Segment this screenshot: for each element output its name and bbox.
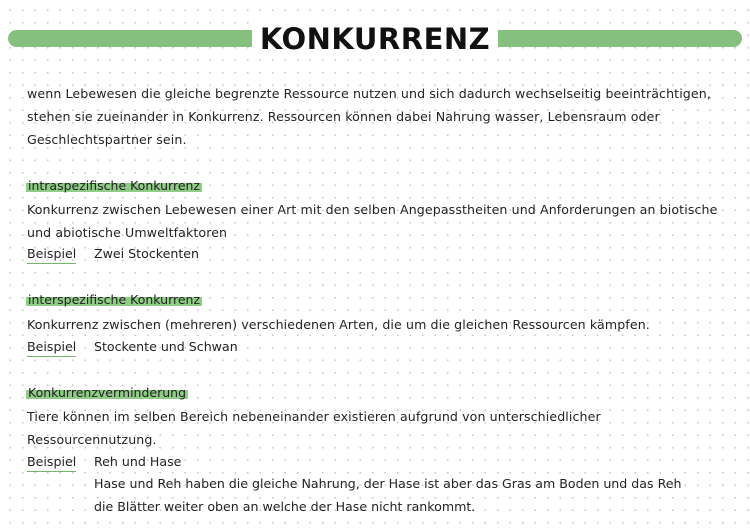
example-3-line-1: Hase und Reh haben die gleiche Nahrung, der Hase ist aber das Gras am Boden und das Reh (94, 476, 682, 491)
section-heading-interspezifisch: interspezifische Konkurrenz (28, 292, 201, 307)
example-1-text: Zwei Stockenten (94, 246, 199, 261)
example-label-2: Beispiel (27, 338, 76, 357)
page-title: KONKURRENZ (252, 22, 498, 56)
section-heading-konkurrenzverminderung: Konkurrenzverminderung (28, 385, 187, 400)
section-1-line-1: Konkurrenz zwischen Lebewesen einer Art mit den selben Angepasstheiten und Anforderungen an biotische (27, 202, 718, 217)
example-label-3: Beispiel (27, 453, 76, 472)
intro-line-3: Geschlechtspartner sein. (27, 132, 187, 147)
section-3-line-2: Ressourcennutzung. (27, 432, 157, 447)
intro-line-2: stehen sie zueinander in Konkurrenz. Ressourcen können dabei Nahrung wasser, Lebensraum oder (27, 109, 660, 124)
section-heading-intraspezifisch: intraspezifische Konkurrenz (28, 178, 200, 193)
example-3-line-2: die Blätter weiter oben an welche der Hase nicht rankommt. (94, 499, 476, 514)
example-3-title: Reh und Hase (94, 454, 182, 469)
example-label-1: Beispiel (27, 245, 76, 264)
section-1-line-2: und abiotische Umweltfaktoren (27, 225, 228, 240)
example-2-text: Stockente und Schwan (94, 339, 238, 354)
section-2-line-1: Konkurrenz zwischen (mehreren) verschiedenen Arten, die um die gleichen Ressourcen kämpfen. (27, 317, 650, 332)
section-3-line-1: Tiere können im selben Bereich nebeneinander existieren aufgrund von unterschiedlicher (27, 409, 601, 424)
page-title-wrap (0, 19, 750, 59)
intro-line-1: wenn Lebewesen die gleiche begrenzte Ressource nutzen und sich dadurch wechselseitig beeinträchtigen, (27, 86, 711, 101)
